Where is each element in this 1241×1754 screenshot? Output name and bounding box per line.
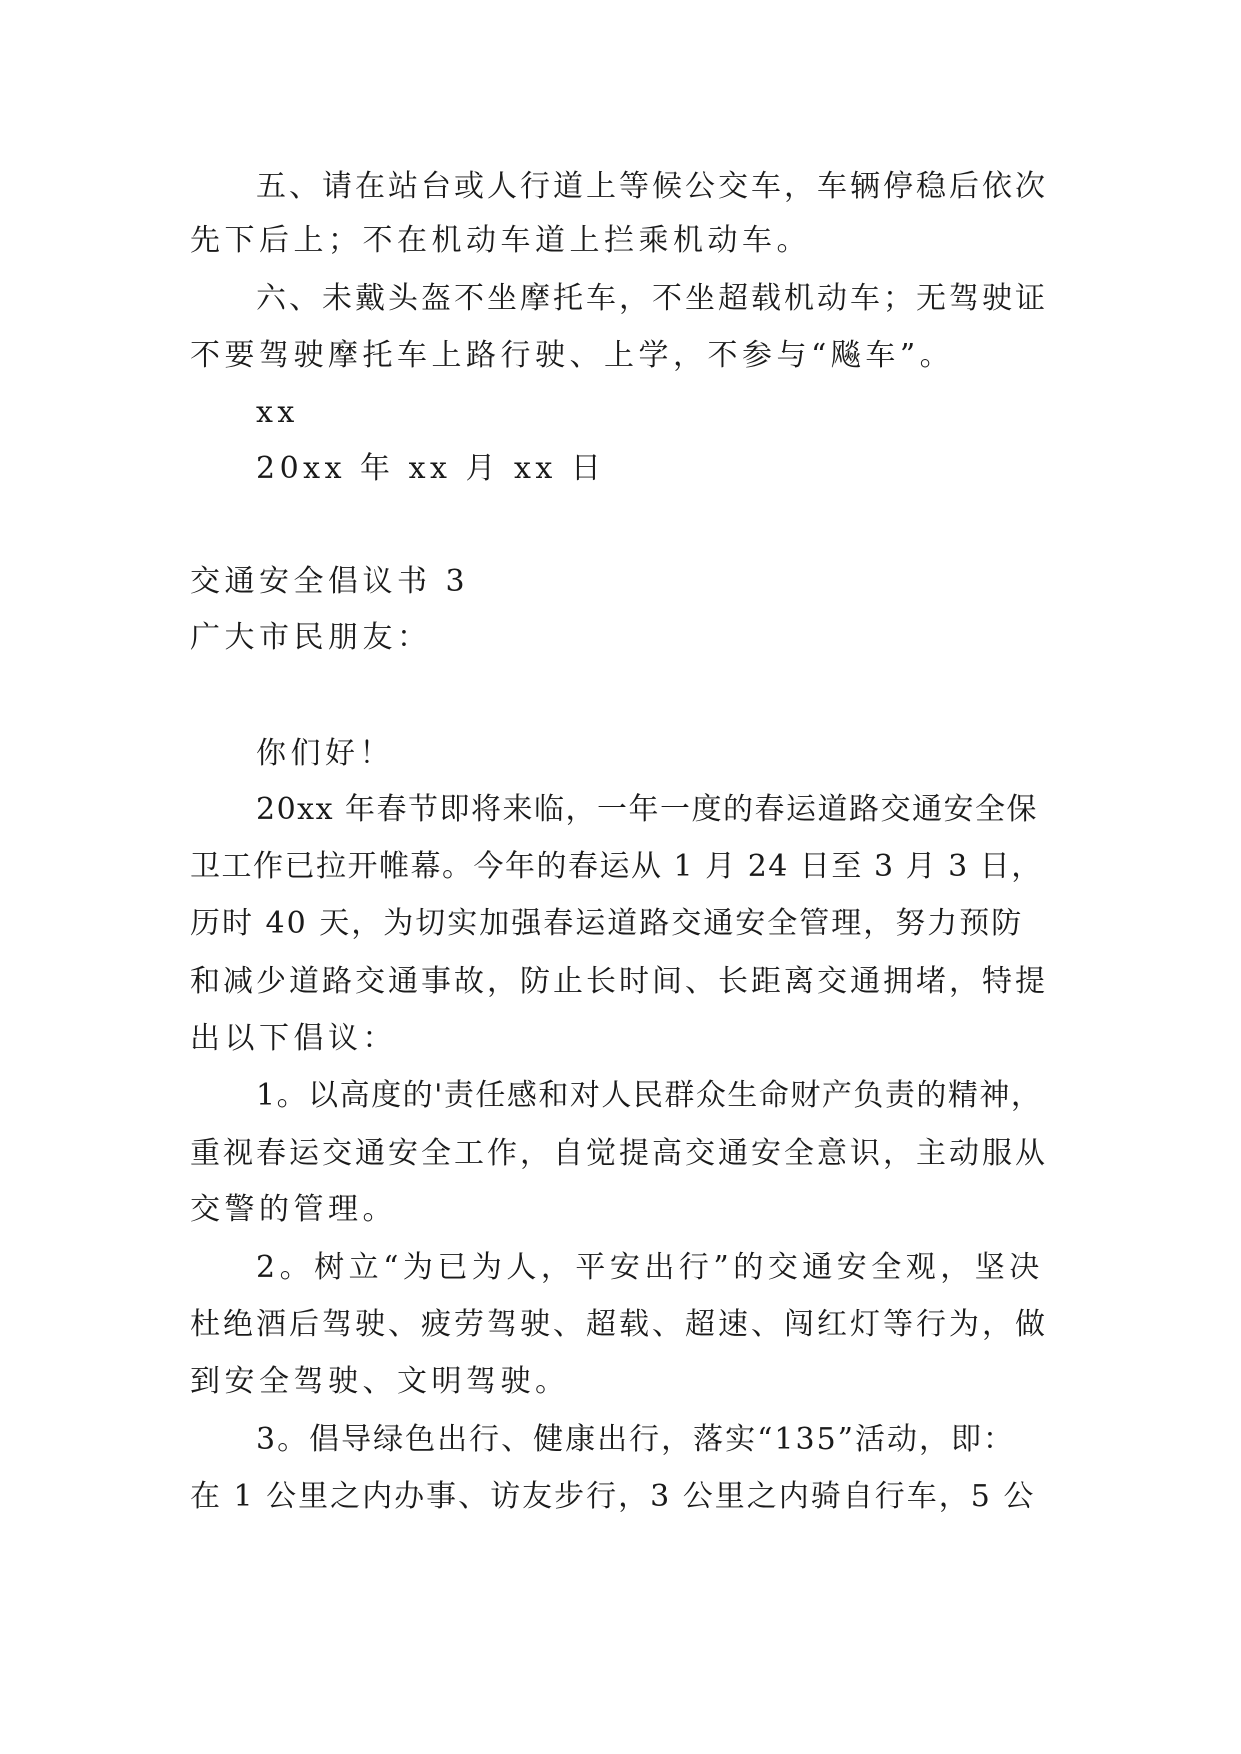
salutation: 广大市民朋友： bbox=[190, 620, 432, 655]
paragraph-line: 五、请在站台或人行道上等候公交车，车辆停稳后依次 bbox=[256, 169, 1048, 204]
paragraph-line: 出以下倡议： bbox=[190, 1021, 397, 1056]
list-item: 1。以高度的'责任感和对人民群众生命财产负责的精神， bbox=[256, 1078, 1043, 1113]
paragraph-line: 和减少道路交通事故，防止长时间、长距离交通拥堵，特提 bbox=[190, 964, 1048, 999]
paragraph-line: 历时 40 天，为切实加强春运道路交通安全管理，努力预防 bbox=[190, 906, 1024, 941]
paragraph-line: 先下后上；不在机动车道上拦乘机动车。 bbox=[190, 223, 811, 258]
paragraph-line: 在 1 公里之内办事、访友步行，3 公里之内骑自行车，5 公 bbox=[190, 1479, 1036, 1514]
signature-date: 20xx 年 xx 月 xx 日 bbox=[256, 451, 606, 486]
paragraph-line: 交警的管理。 bbox=[190, 1192, 397, 1227]
greeting: 你们好！ bbox=[256, 736, 394, 771]
paragraph-line: 不要驾驶摩托车上路行驶、上学，不参与“飚车”。 bbox=[190, 338, 955, 373]
paragraph-line: 卫工作已拉开帷幕。今年的春运从 1 月 24 日至 3 月 3 日， bbox=[190, 849, 1043, 884]
section-title: 交通安全倡议书 3 bbox=[190, 564, 470, 599]
list-item: 2。树立“为已为人，平安出行”的交通安全观，坚决 bbox=[256, 1250, 1044, 1285]
list-item: 3。倡导绿色出行、健康出行，落实“135”活动，即： bbox=[256, 1422, 1016, 1457]
paragraph-line: 杜绝酒后驾驶、疲劳驾驶、超载、超速、闯红灯等行为，做 bbox=[190, 1307, 1048, 1342]
paragraph-line: 六、未戴头盔不坐摩托车，不坐超载机动车；无驾驶证 bbox=[256, 281, 1048, 316]
signature-name: xx bbox=[256, 395, 299, 430]
paragraph-line: 重视春运交通安全工作，自觉提高交通安全意识，主动服从 bbox=[190, 1136, 1048, 1171]
paragraph-line: 20xx 年春节即将来临，一年一度的春运道路交通安全保 bbox=[256, 792, 1039, 827]
paragraph-line: 到安全驾驶、文明驾驶。 bbox=[190, 1364, 570, 1399]
